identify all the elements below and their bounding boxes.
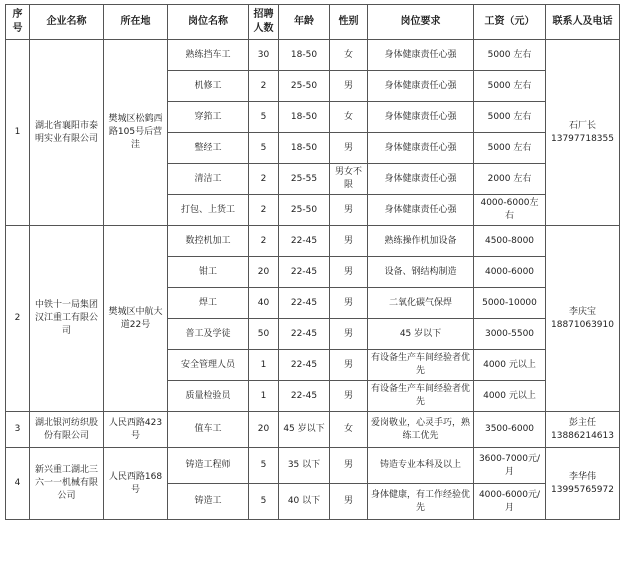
contact [546, 40, 620, 226]
job-title: 铸造工 [168, 484, 249, 520]
job-count: 2 [249, 195, 279, 226]
row-number: 1 [6, 40, 30, 226]
job-salary: 3000-5500 [474, 319, 546, 350]
job-salary: 3500-6000 [474, 412, 546, 448]
contact-phone: 13886214613 [551, 430, 614, 441]
job-age: 25-50 [279, 71, 330, 102]
job-age: 22-45 [279, 288, 330, 319]
job-count: 20 [249, 412, 279, 448]
header-cell: 联系人及电话 [546, 5, 620, 40]
job-gender: 男 [330, 350, 368, 381]
contact-phone: 13995765972 [551, 484, 614, 495]
job-requirement: 有设备生产车间经验者优先 [368, 350, 474, 381]
header-cell: 企业名称 [30, 5, 104, 40]
company-location: 樊城区松鹤西路105号后营洼 [104, 40, 168, 226]
job-count: 2 [249, 226, 279, 257]
job-count: 5 [249, 102, 279, 133]
company-name: 中铁十一局集团汉江重工有限公司 [30, 226, 104, 412]
job-title: 打包、上货工 [168, 195, 249, 226]
job-salary: 3600-7000元/月 [474, 448, 546, 484]
job-requirement: 身体健康责任心强 [368, 164, 474, 195]
contact-phone: 18871063910 [551, 319, 614, 330]
header-cell: 岗位名称 [168, 5, 249, 40]
job-requirement: 铸造专业本科及以上 [368, 448, 474, 484]
header-row [6, 5, 620, 40]
job-salary: 5000 左右 [474, 40, 546, 71]
job-age: 22-45 [279, 350, 330, 381]
job-count: 30 [249, 40, 279, 71]
job-age: 25-55 [279, 164, 330, 195]
contact-phone: 13797718355 [551, 133, 614, 144]
job-title: 整经工 [168, 133, 249, 164]
job-title: 清洁工 [168, 164, 249, 195]
header-cell: 所在地 [104, 5, 168, 40]
header-cell: 序号 [6, 5, 30, 40]
job-requirement: 二氧化碳气保焊 [368, 288, 474, 319]
job-salary: 4000-6000左右 [474, 195, 546, 226]
job-count: 5 [249, 448, 279, 484]
job-gender: 女 [330, 412, 368, 448]
job-salary: 4000 元以上 [474, 381, 546, 412]
job-count: 5 [249, 484, 279, 520]
job-requirement: 身体健康，有工作经验优先 [368, 484, 474, 520]
job-age: 45 岁以下 [279, 412, 330, 448]
header-cell: 招聘人数 [249, 5, 279, 40]
job-count: 20 [249, 257, 279, 288]
job-gender: 男 [330, 381, 368, 412]
job-title: 钳工 [168, 257, 249, 288]
job-title: 质量检验员 [168, 381, 249, 412]
job-count: 5 [249, 133, 279, 164]
job-gender: 女 [330, 102, 368, 133]
company-name: 湖北银河纺织股份有限公司 [30, 412, 104, 448]
row-number: 4 [6, 448, 30, 520]
job-requirement: 45 岁以下 [368, 319, 474, 350]
job-requirement: 身体健康责任心强 [368, 133, 474, 164]
job-requirement: 身体健康责任心强 [368, 102, 474, 133]
job-age: 22-45 [279, 381, 330, 412]
job-count: 50 [249, 319, 279, 350]
contact-name: 李庆宝 [568, 306, 596, 317]
row-number: 3 [6, 412, 30, 448]
table-row [6, 40, 620, 71]
job-salary: 4000-6000 [474, 257, 546, 288]
table-row [6, 226, 620, 257]
job-age: 35 以下 [279, 448, 330, 484]
job-salary: 4000 元以上 [474, 350, 546, 381]
job-gender: 男女不限 [330, 164, 368, 195]
job-age: 18-50 [279, 40, 330, 71]
job-title: 熟练挡车工 [168, 40, 249, 71]
job-requirement: 爱岗敬业，心灵手巧，熟练工优先 [368, 412, 474, 448]
job-salary: 5000-10000 [474, 288, 546, 319]
job-title: 机修工 [168, 71, 249, 102]
table-row [6, 412, 620, 448]
job-gender: 女 [330, 40, 368, 71]
job-title: 普工及学徒 [168, 319, 249, 350]
job-age: 22-45 [279, 257, 330, 288]
job-gender: 男 [330, 226, 368, 257]
job-salary: 4000-6000元/月 [474, 484, 546, 520]
job-gender: 男 [330, 257, 368, 288]
job-count: 1 [249, 350, 279, 381]
job-count: 2 [249, 71, 279, 102]
company-location: 人民西路168号 [104, 448, 168, 520]
job-age: 18-50 [279, 102, 330, 133]
job-title: 穿筘工 [168, 102, 249, 133]
job-salary: 5000 左右 [474, 133, 546, 164]
contact [546, 448, 620, 520]
contact [546, 226, 620, 412]
header-cell: 年龄 [279, 5, 330, 40]
job-gender: 男 [330, 71, 368, 102]
contact-name: 石厂长 [568, 120, 596, 131]
job-age: 18-50 [279, 133, 330, 164]
table-row [6, 448, 620, 484]
job-requirement: 熟练操作机加设备 [368, 226, 474, 257]
job-requirement: 身体健康责任心强 [368, 40, 474, 71]
job-title: 数控机加工 [168, 226, 249, 257]
row-number: 2 [6, 226, 30, 412]
job-requirement: 有设备生产车间经验者优先 [368, 381, 474, 412]
job-gender: 男 [330, 133, 368, 164]
job-salary: 5000 左右 [474, 71, 546, 102]
job-salary: 5000 左右 [474, 102, 546, 133]
header-cell: 性别 [330, 5, 368, 40]
recruitment-table [5, 4, 620, 520]
contact-name: 李华伟 [568, 471, 596, 482]
company-location: 人民西路423号 [104, 412, 168, 448]
job-age: 25-50 [279, 195, 330, 226]
job-requirement: 设备、钢结构制造 [368, 257, 474, 288]
job-title: 焊工 [168, 288, 249, 319]
job-title: 铸造工程师 [168, 448, 249, 484]
company-location: 樊城区中航大道22号 [104, 226, 168, 412]
job-gender: 男 [330, 288, 368, 319]
header-cell: 岗位要求 [368, 5, 474, 40]
job-gender: 男 [330, 195, 368, 226]
job-age: 40 以下 [279, 484, 330, 520]
job-gender: 男 [330, 484, 368, 520]
job-title: 安全管理人员 [168, 350, 249, 381]
job-age: 22-45 [279, 319, 330, 350]
job-gender: 男 [330, 319, 368, 350]
job-count: 40 [249, 288, 279, 319]
contact-name: 彭主任 [568, 417, 596, 428]
job-salary: 2000 左右 [474, 164, 546, 195]
contact [546, 412, 620, 448]
job-count: 2 [249, 164, 279, 195]
company-name: 新兴重工湖北三六一一机械有限公司 [30, 448, 104, 520]
job-requirement: 身体健康责任心强 [368, 195, 474, 226]
job-gender: 男 [330, 448, 368, 484]
job-salary: 4500-8000 [474, 226, 546, 257]
job-count: 1 [249, 381, 279, 412]
header-cell: 工资（元） [474, 5, 546, 40]
job-requirement: 身体健康责任心强 [368, 71, 474, 102]
company-name: 湖北省襄阳市泰明实业有限公司 [30, 40, 104, 226]
job-age: 22-45 [279, 226, 330, 257]
job-title: 值车工 [168, 412, 249, 448]
